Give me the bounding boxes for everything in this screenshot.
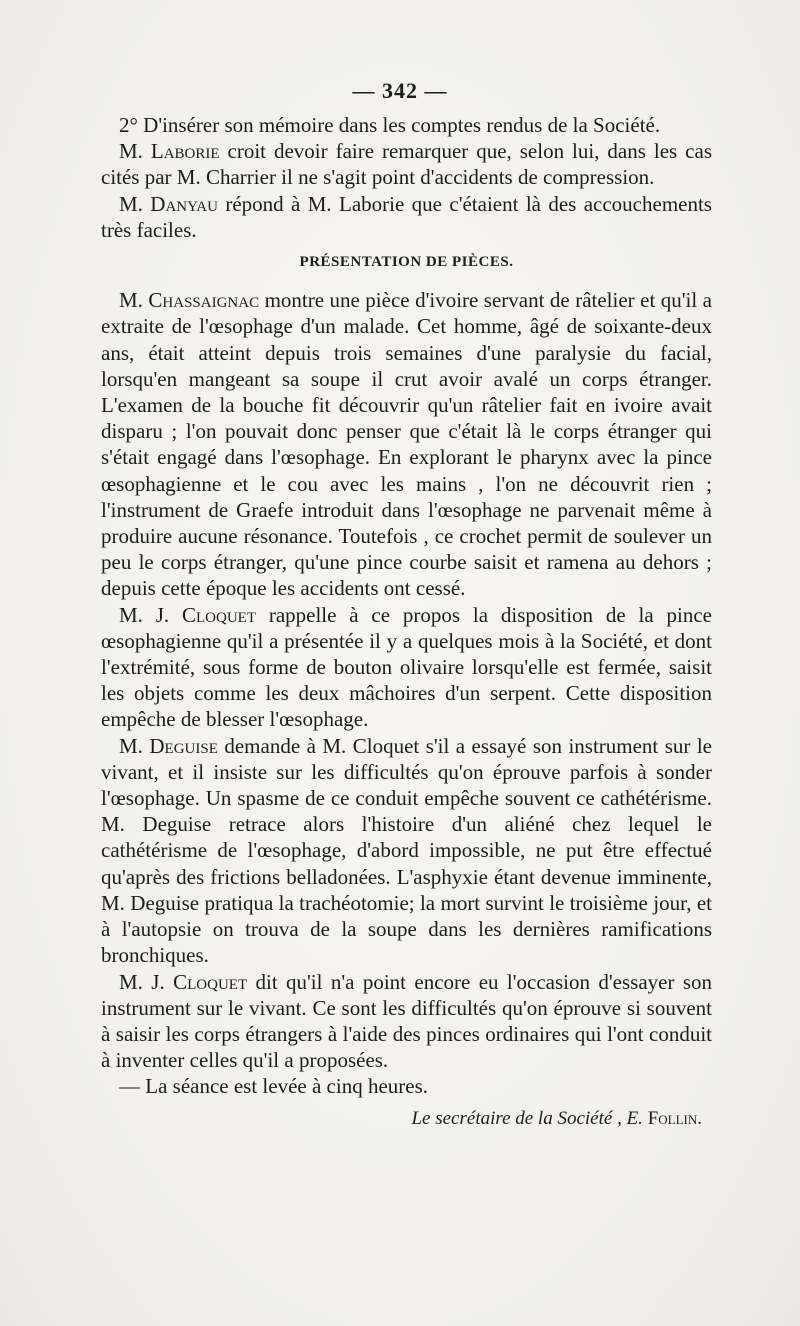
page-body: [101, 112, 712, 1132]
paragraph-text: rappelle à ce propos la disposition de la pince œsophagienne qu'il a présentée il y a quelques mois à la Société, et dont l'extrémité, sous forme de bouton olivaire lorsqu'elle est fermée, saisit les objets comme les deux mâchoires d'un serpent. Cette disposition empêche de blesser l'œsophage.: [101, 602, 712, 732]
speaker-name: Danyau: [150, 191, 218, 216]
speaker-prefix: M.: [119, 288, 149, 313]
section-title: PRÉSENTATION DE PIÈCES.: [299, 254, 514, 271]
paragraph-deguise: [101, 733, 712, 969]
paragraph-text: montre une pièce d'ivoire servant de râtelier et qu'il a extraite de l'œsophage d'un malade. Cet homme, âgé de soixante-deux ans, était atteint depuis trois semaines d'une paralysie du facial, lorsqu'en mangeant sa soupe il crut avoir avalé un corps étranger. L'examen de la bouche fit découvrir qu'un râtelier fait en ivoire avait disparu ; l'on pouvait donc penser que c'était là le corps étranger qui s'était engagé dans l'œsophage. En explorant le pharynx avec la pince œsophagienne et le cou avec les mains , l'on ne découvrit rien ; l'instrument de Graefe introduit dans l'œsophage ne parvenait même à produire aucune résonance. Toutefois , ce crochet permit de soulever un peu le corps étranger, qu'une pince courbe saisit et ramena au dehors ; depuis cette époque les accidents ont cessé.: [101, 288, 712, 601]
page-number: — 342 —: [352, 78, 448, 103]
paragraph-cloquet-2: [101, 969, 712, 1074]
signature: [101, 1106, 712, 1132]
paragraph-1: 2° D'insérer son mémoire dans les comptes rendus de la Société.: [119, 113, 661, 137]
speaker-prefix: M. J.: [119, 969, 174, 994]
signature-name: Follin.: [647, 1107, 702, 1129]
speaker-prefix: M. J.: [119, 602, 182, 627]
paragraph-laborie: [101, 138, 712, 190]
speaker-name: Laborie: [150, 139, 220, 164]
paragraph-text: répond à M. Laborie que c'étaient là des accouchements très faciles.: [101, 191, 712, 242]
paragraph-text: croit devoir faire remarquer que, selon lui, dans les cas cités par M. Charrier il ne s'agit point d'accidents de compression.: [101, 139, 712, 190]
speaker-name: Deguise: [149, 733, 218, 758]
speaker-name: Chassaignac: [148, 288, 260, 313]
speaker-prefix: M.: [119, 191, 151, 216]
signature-text: Le secrétaire de la Société , E.: [411, 1107, 648, 1129]
paragraph-danyau: [101, 191, 712, 243]
paragraph-chassaignac: [101, 287, 712, 601]
speaker-name: Cloquet: [182, 602, 256, 627]
speaker-prefix: M.: [119, 139, 151, 164]
speaker-prefix: M.: [119, 733, 150, 758]
paragraph-text: demande à M. Cloquet s'il a essayé son instrument sur le vivant, et il insiste sur les difficultés qu'on éprouve parfois à sonder l'œsophage. Un spasme de ce conduit empêche souvent ce cathétérisme. M. Deguise retrace alors l'histoire d'un aliéné chez lequel le cathétérisme de l'œsophage, d'abord impossible, ne put être effectué qu'après des frictions belladonées. L'asphyxie étant devenue imminente, M. Deguise pratiqua la trachéotomie; la mort survint le troisième jour, et à l'autopsie on trouva de la soupe dans les dernières ramifications bronchiques.: [101, 733, 712, 968]
paragraph-cloquet-1: [101, 602, 712, 733]
paragraph-text: dit qu'il n'a point encore eu l'occasion d'essayer son instrument sur le vivant. Ce sont les difficultés qu'on éprouve si souvent à saisir les corps étrangers à l'aide des pinces ordinaires qui l'ont conduit à inventer celles qu'il a proposées.: [101, 969, 712, 1073]
speaker-name: Cloquet: [173, 969, 248, 994]
closing-line: — La séance est levée à cinq heures.: [119, 1074, 429, 1099]
